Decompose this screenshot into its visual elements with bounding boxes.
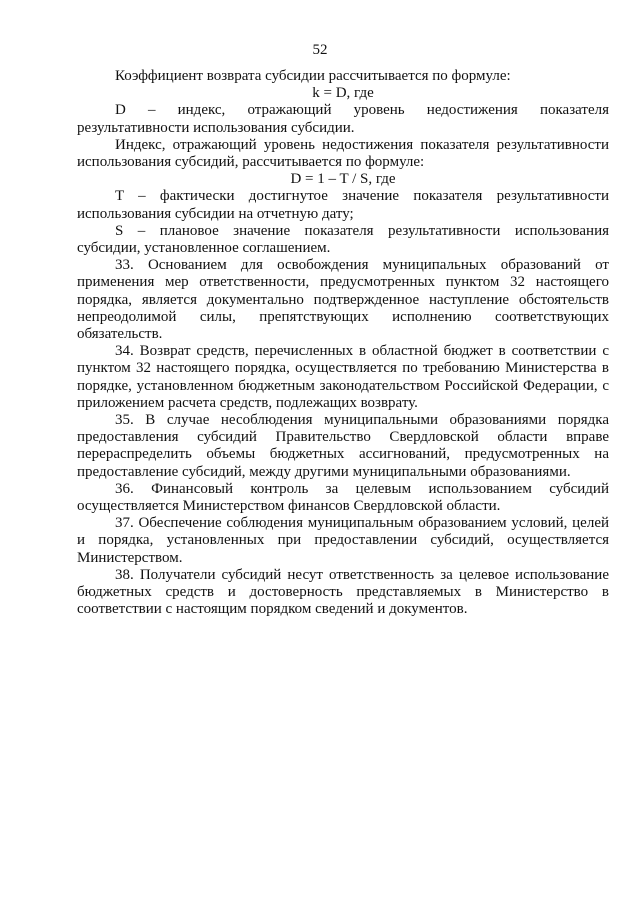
document-body — [77, 68, 609, 619]
paragraph-index-intro: Индекс, отражающий уровень недостижения показателя результативности использования субсидий, рассчитывается по формуле: — [77, 136, 609, 171]
paragraph-37: 37. Обеспечение соблюдения муниципальным образованием условий, целей и порядка, установленных при предоставлении субсидий, осуществляется Министерством. — [77, 515, 609, 566]
paragraph-coefficient-intro: Коэффициент возврата субсидии рассчитывается по формуле: — [115, 68, 511, 84]
page-number: 52 — [312, 42, 328, 58]
paragraph-35: 35. В случае несоблюдения муниципальными образованиями порядка предоставления субсидий Правительство Свердловской области вправе перераспределить объемы бюджетных ассигнований, предусмотренных на предоставление субсидий, между другими муниципальными образованиями. — [77, 412, 609, 480]
paragraph-s-definition: S – плановое значение показателя результативности использования субсидии, установленное соглашением. — [77, 222, 609, 257]
paragraph-34: 34. Возврат средств, перечисленных в областной бюджет в соответствии с пунктом 32 настоящего порядка, осуществляется по требованию Министерства в порядке, установленном бюджетным законодательством Российской Федерации, с приложением расчета средств, подлежащих возврату. — [77, 343, 609, 411]
paragraph-36: 36. Финансовый контроль за целевым использованием субсидий осуществляется Министерством финансов Свердловской области. — [77, 480, 609, 515]
formula-k: k = D, где — [312, 85, 374, 102]
paragraph-38: 38. Получатели субсидий несут ответственность за целевое использование бюджетных средств и достоверность представляемых в Министерство в соответствии с настоящим порядком сведений и документов. — [77, 566, 609, 618]
paragraph-d-definition: D – индекс, отражающий уровень недостижения показателя результативности использования субсидии. — [77, 102, 609, 136]
paragraph-33: 33. Основанием для освобождения муниципальных образований от применения мер ответственности, предусмотренных пунктом 32 настоящего порядка, является документально подтвержденное наступление обстоятельств непреодолимой силы, препятствующих исполнению соответствующих обязательств. — [77, 257, 609, 343]
paragraph-t-definition: T – фактически достигнутое значение показателя результативности использования субсидии на отчетную дату; — [77, 188, 609, 222]
formula-d: D = 1 – T / S, где — [290, 171, 396, 188]
